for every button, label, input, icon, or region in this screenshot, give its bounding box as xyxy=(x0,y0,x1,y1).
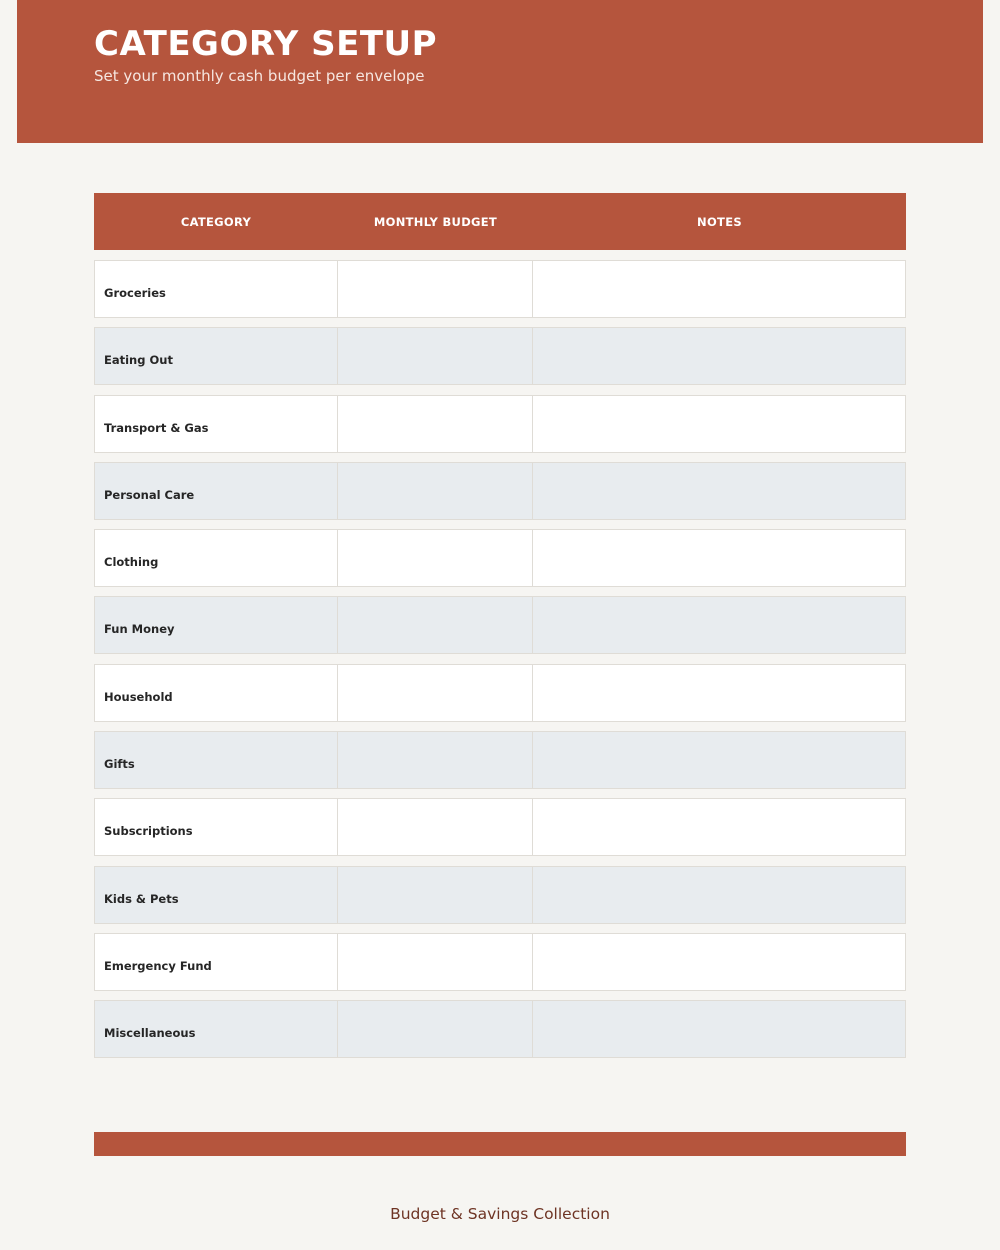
footer-accent-bar xyxy=(94,1132,906,1156)
table-row xyxy=(94,260,906,318)
category-cell: Subscriptions xyxy=(95,799,338,855)
notes-cell[interactable] xyxy=(533,934,905,990)
monthly-budget-cell[interactable] xyxy=(338,1001,533,1057)
notes-cell[interactable] xyxy=(533,867,905,923)
category-cell: Eating Out xyxy=(95,328,338,384)
footer-collection-name: Budget & Savings Collection xyxy=(390,1205,610,1223)
category-cell: Clothing xyxy=(95,530,338,586)
column-header-notes: NOTES xyxy=(697,214,742,229)
notes-cell[interactable] xyxy=(533,530,905,586)
category-cell: Transport & Gas xyxy=(95,396,338,452)
table-row xyxy=(94,866,906,924)
table-row xyxy=(94,462,906,520)
table-row xyxy=(94,327,906,385)
category-cell: Gifts xyxy=(95,732,338,788)
monthly-budget-cell[interactable] xyxy=(338,799,533,855)
monthly-budget-cell[interactable] xyxy=(338,530,533,586)
table-row xyxy=(94,798,906,856)
monthly-budget-cell[interactable] xyxy=(338,396,533,452)
category-cell: Fun Money xyxy=(95,597,338,653)
monthly-budget-cell[interactable] xyxy=(338,261,533,317)
table-row xyxy=(94,529,906,587)
notes-cell[interactable] xyxy=(533,463,905,519)
table-row xyxy=(94,1000,906,1058)
header-banner xyxy=(17,0,983,143)
monthly-budget-cell[interactable] xyxy=(338,732,533,788)
monthly-budget-cell[interactable] xyxy=(338,463,533,519)
notes-cell[interactable] xyxy=(533,396,905,452)
table-row xyxy=(94,664,906,722)
notes-cell[interactable] xyxy=(533,799,905,855)
monthly-budget-cell[interactable] xyxy=(338,328,533,384)
table-row xyxy=(94,596,906,654)
table-body xyxy=(94,260,906,1058)
notes-cell[interactable] xyxy=(533,597,905,653)
table-row xyxy=(94,933,906,991)
category-cell: Personal Care xyxy=(95,463,338,519)
category-cell: Emergency Fund xyxy=(95,934,338,990)
column-header-monthly-budget: MONTHLY BUDGET xyxy=(373,214,498,229)
notes-cell[interactable] xyxy=(533,665,905,721)
page-title: CATEGORY SETUP xyxy=(94,24,438,64)
monthly-budget-cell[interactable] xyxy=(338,597,533,653)
monthly-budget-cell[interactable] xyxy=(338,867,533,923)
category-table xyxy=(94,193,906,1068)
notes-cell[interactable] xyxy=(533,1001,905,1057)
notes-cell[interactable] xyxy=(533,261,905,317)
table-row xyxy=(94,395,906,453)
monthly-budget-cell[interactable] xyxy=(338,934,533,990)
table-row xyxy=(94,731,906,789)
category-cell: Groceries xyxy=(95,261,338,317)
category-cell: Kids & Pets xyxy=(95,867,338,923)
column-header-category: CATEGORY xyxy=(180,214,252,229)
page-subtitle: Set your monthly cash budget per envelope xyxy=(94,67,425,85)
notes-cell[interactable] xyxy=(533,328,905,384)
category-cell: Household xyxy=(95,665,338,721)
monthly-budget-cell[interactable] xyxy=(338,665,533,721)
notes-cell[interactable] xyxy=(533,732,905,788)
category-cell: Miscellaneous xyxy=(95,1001,338,1057)
table-header xyxy=(94,193,906,250)
